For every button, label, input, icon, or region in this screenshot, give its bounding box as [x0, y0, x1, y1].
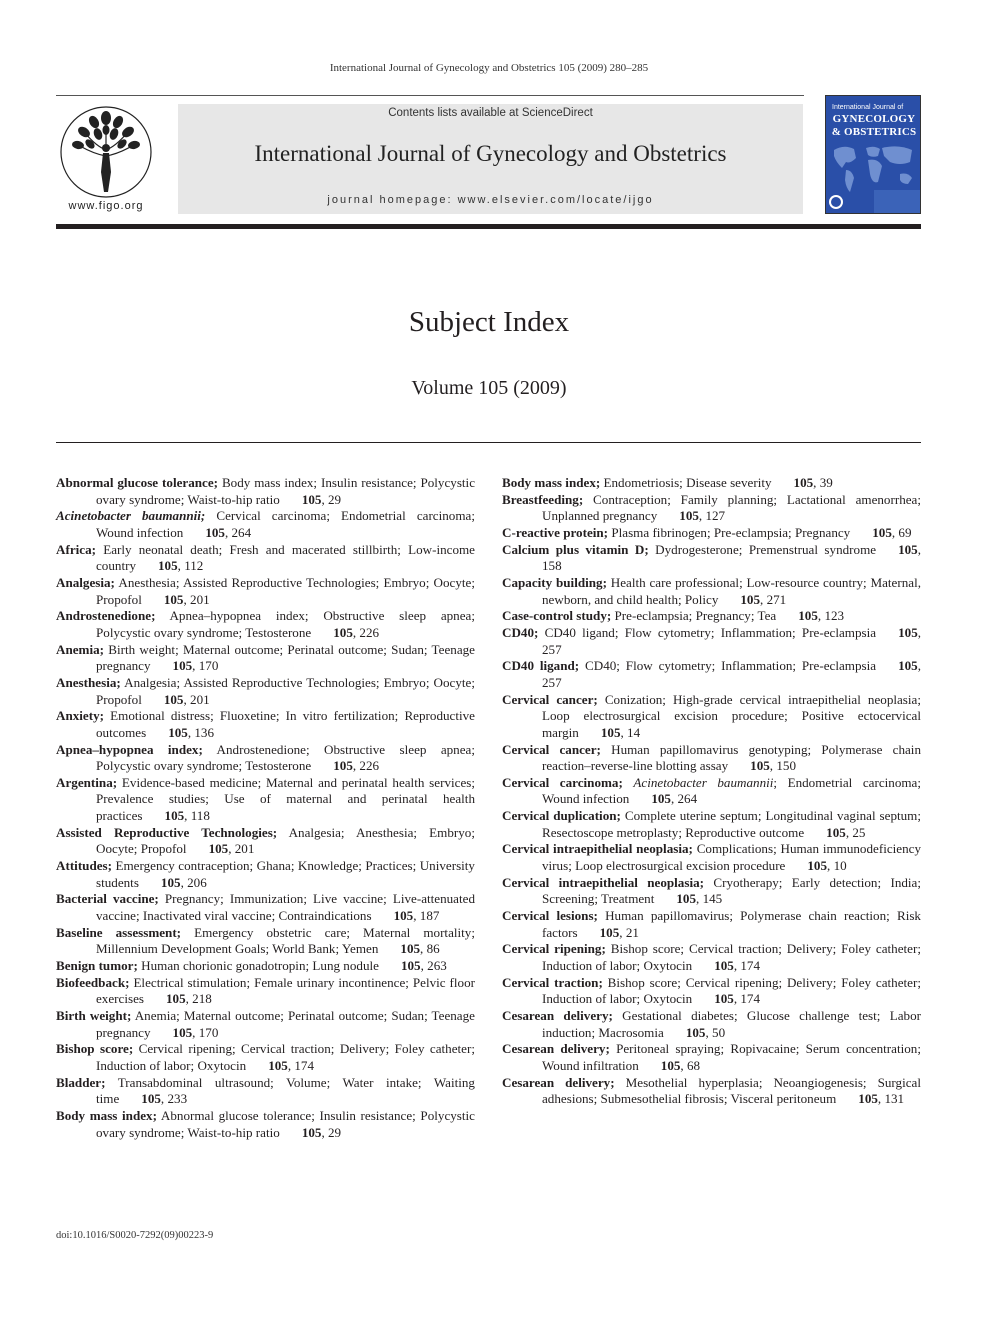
index-term: Abnormal glucose tolerance;: [56, 475, 219, 490]
index-volume: 105: [798, 608, 818, 624]
index-page: , 136: [187, 724, 215, 740]
index-keywords: Gestational diabetes; Glucose challenge test; Labor induction; Macrosomia: [542, 1008, 921, 1040]
index-term: Attitudes;: [56, 858, 113, 874]
index-volume: 105: [599, 924, 620, 940]
index-volume: 105: [163, 691, 184, 707]
index-entry: [502, 525, 921, 542]
index-page: , 233: [160, 1091, 188, 1107]
index-entry: [502, 542, 921, 575]
index-keywords: Plasma fibrinogen; Pre-eclampsia; Pregnancy: [611, 524, 851, 540]
index-volume: 105: [660, 1057, 681, 1073]
index-page: , 201: [228, 841, 255, 857]
index-entry: [56, 708, 475, 741]
figo-logo: [56, 104, 156, 216]
index-page: , 226: [352, 624, 380, 640]
index-volume: 105: [750, 758, 770, 774]
cover-title-line-1: GYNECOLOGY: [832, 113, 916, 125]
index-term: Cervical carcinoma;: [502, 774, 623, 790]
index-keywords: Abnormal glucose tolerance; Insulin resistance; Polycystic ovary syndrome; Waist-to-hip ratio: [96, 1107, 475, 1140]
index-keywords: Emotional distress; Fluoxetine; In vitro fertilization; Reproductive outcomes: [96, 708, 475, 740]
index-entry: [502, 941, 921, 974]
index-entry: [56, 742, 475, 775]
index-page: , 29: [321, 1124, 342, 1140]
index-term: Anxiety;: [56, 708, 105, 724]
world-map-icon: [826, 140, 921, 214]
index-page: , 257: [542, 658, 921, 690]
index-term: C-reactive protein;: [502, 524, 609, 540]
cover-small-text: International Journal of: [832, 104, 904, 111]
index-term: Argentina;: [56, 774, 118, 790]
figo-url: www.figo.org: [68, 200, 144, 212]
index-page: , 170: [192, 1024, 219, 1040]
index-entry: [502, 692, 921, 742]
journal-homepage: journal homepage: www.elsevier.com/locate/ijgo: [327, 194, 654, 206]
index-term: Benign tumor;: [56, 958, 138, 974]
doi-footer: doi:10.1016/S0020-7292(09)00223-9: [56, 1230, 214, 1241]
index-term: Case-control study;: [502, 608, 612, 624]
index-term: Bacterial vaccine;: [56, 891, 159, 907]
index-keywords: Emergency contraception; Ghana; Knowledge; Practices; University students: [96, 858, 475, 890]
title-rule: [56, 442, 921, 443]
index-term: Calcium plus vitamin D;: [502, 541, 649, 557]
index-keywords: Mesothelial hyperplasia; Neoangiogenesis; Surgical adhesions; Submesothelial fibrosis; Visceral peritoneum: [542, 1074, 921, 1107]
index-entry: [56, 1075, 475, 1108]
index-entry: [56, 891, 475, 924]
index-volume: 105: [141, 1091, 161, 1107]
index-keywords: Analgesia; Anesthesia; Embryo; Oocyte; Propofol: [96, 824, 475, 857]
index-entry: [502, 808, 921, 841]
index-term: Cervical cancer;: [502, 741, 601, 757]
index-page: , 158: [542, 541, 921, 574]
index-page: , 201: [183, 591, 210, 607]
index-entry: [502, 975, 921, 1008]
index-volume: 105: [301, 491, 322, 507]
index-page: , 127: [698, 508, 726, 524]
index-page: , 21: [619, 924, 639, 940]
index-page: , 170: [192, 658, 219, 674]
index-volume: 105: [898, 624, 918, 640]
index-keywords: Bishop score; Cervical traction; Delivery; Foley catheter; Induction of labor; Oxytocin: [542, 941, 921, 974]
index-page: , 174: [287, 1057, 315, 1073]
journal-banner: [178, 104, 803, 214]
index-keywords: Early neonatal death; Fresh and macerated stillbirth; Low-income country: [96, 541, 475, 574]
index-keywords: Human papillomavirus genotyping; Polymerase chain reaction–reverse-line blotting assay: [542, 741, 921, 774]
index-volume: 105: [333, 624, 353, 640]
index-volume: 105: [679, 508, 699, 524]
index-volume: 105: [172, 1024, 193, 1040]
index-entry: [502, 475, 921, 492]
index-keywords: ; Endometrial carcinoma; Wound infection: [542, 774, 921, 807]
index-keywords: Peritoneal spraying; Ropivacaine; Serum concentration; Wound infiltration: [542, 1041, 921, 1073]
index-term: Bishop score;: [56, 1041, 134, 1057]
index-volume: 105: [172, 658, 193, 674]
index-page: , 264: [224, 524, 252, 540]
index-term: Anemia;: [56, 641, 105, 657]
index-volume: 105: [164, 808, 185, 824]
index-entry: [56, 642, 475, 675]
index-entry: [502, 841, 921, 874]
index-keywords: Apnea–hypopnea index; Obstructive sleep apnea; Polycystic ovary syndrome; Testosterone: [96, 608, 475, 640]
index-page: , 123: [817, 608, 845, 624]
index-volume: 105: [208, 841, 229, 857]
index-entry: [56, 925, 475, 958]
index-volume: 105: [205, 524, 225, 540]
index-page: , 150: [769, 758, 796, 774]
index-volume: 105: [168, 724, 188, 740]
index-keywords: CD40 ligand; Flow cytometry; Inflammation; Pre-eclampsia: [544, 624, 877, 640]
index-keywords: CD40; Flow cytometry; Inflammation; Pre-eclampsia: [585, 658, 877, 674]
index-keywords: Contraception; Family planning; Lactational amenorrhea; Unplanned pregnancy: [542, 491, 921, 524]
index-volume: 105: [400, 958, 421, 974]
index-keywords: Pre-eclampsia; Pregnancy; Tea: [614, 608, 777, 624]
index-term: Baseline assessment;: [56, 924, 182, 940]
index-term: Apnea–hypopnea index;: [56, 741, 203, 757]
index-keywords: Dydrogesterone; Premenstrual syndrome: [655, 541, 877, 557]
index-term: Cervical intraepithelial neoplasia;: [502, 874, 704, 890]
index-entry: [502, 575, 921, 608]
index-entry: [502, 625, 921, 658]
index-keywords: Complications; Human immunodeficiency virus; Loop electrosurgical excision procedure: [542, 841, 922, 874]
index-term: Cervical lesions;: [502, 908, 598, 924]
index-page: , 86: [420, 941, 440, 957]
index-keywords: Anemia; Maternal outcome; Perinatal outcome; Sudan; Teenage pregnancy: [96, 1008, 475, 1040]
index-entry: [56, 825, 475, 858]
index-keyword-italic: Acinetobacter baumannii: [633, 774, 774, 790]
index-volume: 105: [826, 824, 846, 840]
index-term: Assisted Reproductive Technologies;: [56, 824, 278, 840]
index-keywords: Bishop score; Cervical ripening; Delivery; Foley catheter; Induction of labor; Oxytocin: [542, 974, 921, 1007]
index-page: , 201: [183, 691, 210, 707]
index-volume: 105: [333, 758, 353, 774]
index-term: Body mass index;: [56, 1107, 157, 1123]
index-entry: [56, 608, 475, 641]
index-page: , 39: [813, 475, 833, 490]
page-title: Subject Index: [408, 306, 570, 338]
index-page: , 112: [177, 558, 204, 574]
index-volume: 105: [676, 891, 697, 907]
index-volume: 105: [160, 874, 181, 890]
index-volume: 105: [268, 1057, 288, 1073]
index-term: Birth weight;: [56, 1008, 132, 1023]
index-keywords: Complete uterine septum; Longitudinal vaginal septum; Resectoscope metroplasty; Reproductive outcome: [542, 808, 921, 840]
index-keywords: Analgesia; Assisted Reproductive Technologies; Embryo; Oocyte; Propofol: [96, 674, 475, 707]
index-volume: 105: [740, 591, 761, 607]
index-term: Cervical duplication;: [502, 808, 621, 824]
index-page: , 174: [733, 958, 761, 974]
index-term: Cervical ripening;: [502, 941, 606, 957]
index-term: Cervical traction;: [502, 974, 603, 990]
index-keywords: Evidence-based medicine; Maternal and perinatal health services; Prevalence studies; Use of maternal and perinatal health practices: [96, 774, 475, 824]
index-page: , 10: [827, 858, 847, 874]
volume-subtitle: Volume 105 (2009): [411, 377, 567, 399]
index-page: , 145: [696, 891, 723, 907]
index-page: , 257: [542, 624, 922, 657]
index-keywords: Anesthesia; Assisted Reproductive Technologies; Embryo; Oocyte; Propofol: [96, 574, 475, 607]
index-term: Body mass index;: [502, 475, 601, 490]
top-rule: [56, 95, 804, 96]
index-entry: [502, 1008, 921, 1041]
index-volume: 105: [714, 991, 734, 1007]
index-term: Cesarean delivery;: [502, 1008, 613, 1023]
index-term: Breastfeeding;: [502, 491, 584, 507]
index-volume: 105: [685, 1024, 706, 1040]
index-term: Cesarean delivery;: [502, 1074, 615, 1090]
index-column-left: [56, 475, 475, 1141]
journal-cover-image: [825, 95, 921, 214]
index-term: Cervical cancer;: [502, 691, 598, 707]
index-entry: [56, 475, 475, 508]
index-entry: [56, 975, 475, 1008]
index-term: CD40 ligand;: [502, 658, 580, 674]
index-entry: [56, 1108, 475, 1141]
index-page: , 118: [184, 808, 210, 824]
index-keywords: Pregnancy; Immunization; Live vaccine; Live-attenuated vaccine; Inactivated viral vaccine; Contraindications: [96, 891, 475, 924]
index-keywords: Human papillomavirus; Polymerase chain reaction; Risk factors: [542, 908, 921, 940]
index-term: Analgesia;: [56, 574, 115, 590]
index-page: , 271: [760, 591, 787, 607]
index-entry: [502, 742, 921, 775]
index-volume: 105: [714, 958, 734, 974]
index-page: , 25: [845, 824, 866, 840]
index-term: Cervical intraepithelial neoplasia;: [502, 841, 693, 857]
index-entry: [502, 1041, 921, 1074]
index-entry: [56, 508, 475, 541]
index-entry: [56, 958, 475, 975]
index-term: Cesarean delivery;: [502, 1041, 610, 1057]
index-keywords: Cryotherapy; Early detection; India; Screening; Treatment: [542, 874, 922, 907]
index-volume: 105: [898, 541, 918, 557]
index-term: CD40;: [502, 624, 539, 640]
journal-citation: International Journal of Gynecology and Obstetrics 105 (2009) 280–285: [329, 62, 649, 74]
index-page: , 29: [321, 491, 342, 507]
index-keywords: Electrical stimulation; Female urinary incontinence; Pelvic floor exercises: [96, 974, 475, 1007]
index-page: , 131: [877, 1091, 905, 1107]
index-page: , 174: [733, 991, 761, 1007]
index-entry: [502, 875, 921, 908]
index-volume: 105: [807, 858, 828, 874]
index-keywords: Transabdominal ultrasound; Volume; Water intake; Waiting time: [96, 1074, 475, 1107]
index-volume: 105: [301, 1124, 322, 1140]
index-term: Bladder;: [56, 1074, 106, 1090]
index-volume: 105: [165, 991, 186, 1007]
index-keywords: Human chorionic gonadotropin; Lung nodule: [141, 958, 379, 974]
index-keywords: Cervical carcinoma; Endometrial carcinoma; Wound infection: [96, 508, 475, 540]
index-keywords: Emergency obstetric care; Maternal mortality; Millennium Development Goals; World Bank; Yemen: [96, 924, 475, 957]
index-term: Africa;: [56, 541, 96, 557]
index-entry: [502, 658, 921, 691]
index-term: Anesthesia;: [56, 674, 121, 690]
index-volume: 105: [651, 791, 671, 807]
index-page: , 68: [680, 1057, 701, 1073]
index-page: , 218: [185, 991, 212, 1007]
index-keywords: Body mass index; Insulin resistance; Polycystic ovary syndrome; Waist-to-hip ratio: [96, 475, 476, 507]
index-term: Androstenedione;: [56, 608, 156, 624]
index-volume: 105: [858, 1091, 878, 1107]
index-page: , 263: [420, 958, 447, 974]
journal-name: International Journal of Gynecology and Obstetrics: [254, 141, 727, 166]
index-volume: 105: [393, 908, 414, 924]
header-thick-rule: [56, 224, 921, 229]
index-volume: 105: [872, 524, 892, 540]
index-page: , 69: [891, 524, 912, 540]
index-keywords: Health care professional; Low-resource country; Maternal, newborn, and child health; Policy: [542, 574, 921, 607]
index-page: , 14: [620, 724, 641, 740]
index-volume: 105: [600, 724, 621, 740]
index-entry: [502, 775, 921, 808]
index-volume: 105: [400, 941, 421, 957]
index-entry: [56, 1008, 475, 1041]
index-page: , 50: [705, 1024, 726, 1040]
index-volume: 105: [163, 591, 184, 607]
index-entry: [56, 675, 475, 708]
index-entry: [56, 858, 475, 891]
contents-available-line: Contents lists available at ScienceDirect: [388, 107, 593, 119]
index-term: Capacity building;: [502, 574, 607, 590]
index-entry: [502, 908, 921, 941]
index-term: Acinetobacter baumannii;: [56, 508, 206, 524]
index-entry: [56, 1041, 475, 1074]
index-volume: 105: [158, 558, 178, 574]
index-page: , 206: [180, 874, 207, 890]
index-page: , 264: [670, 791, 698, 807]
index-volume: 105: [793, 475, 814, 490]
index-keywords: Birth weight; Maternal outcome; Perinatal outcome; Sudan; Teenage pregnancy: [96, 641, 475, 674]
index-keywords: Endometriosis; Disease severity: [603, 475, 772, 490]
tree-figure-icon: [56, 104, 156, 200]
index-column-right: [502, 475, 921, 1108]
index-keywords: Cervical ripening; Cervical traction; Delivery; Foley catheter; Induction of labor; Oxytocin: [96, 1041, 475, 1073]
index-term: Biofeedback;: [56, 974, 130, 990]
index-entry: [502, 492, 921, 525]
index-entry: [502, 608, 921, 625]
index-entry: [56, 542, 475, 575]
cover-title-line-2: & OBSTETRICS: [831, 126, 917, 138]
index-volume: 105: [898, 658, 918, 674]
index-page: , 226: [352, 758, 380, 774]
index-page: , 187: [413, 908, 440, 924]
index-entry: [502, 1075, 921, 1108]
index-entry: [56, 575, 475, 608]
index-keywords: Androstenedione; Obstructive sleep apnea; Polycystic ovary syndrome; Testosterone: [96, 741, 475, 774]
index-keywords: Conization; High-grade cervical intraepithelial neoplasia; Loop electrosurgical excision procedure; Positive ectocervical margin: [542, 691, 921, 740]
index-entry: [56, 775, 475, 825]
